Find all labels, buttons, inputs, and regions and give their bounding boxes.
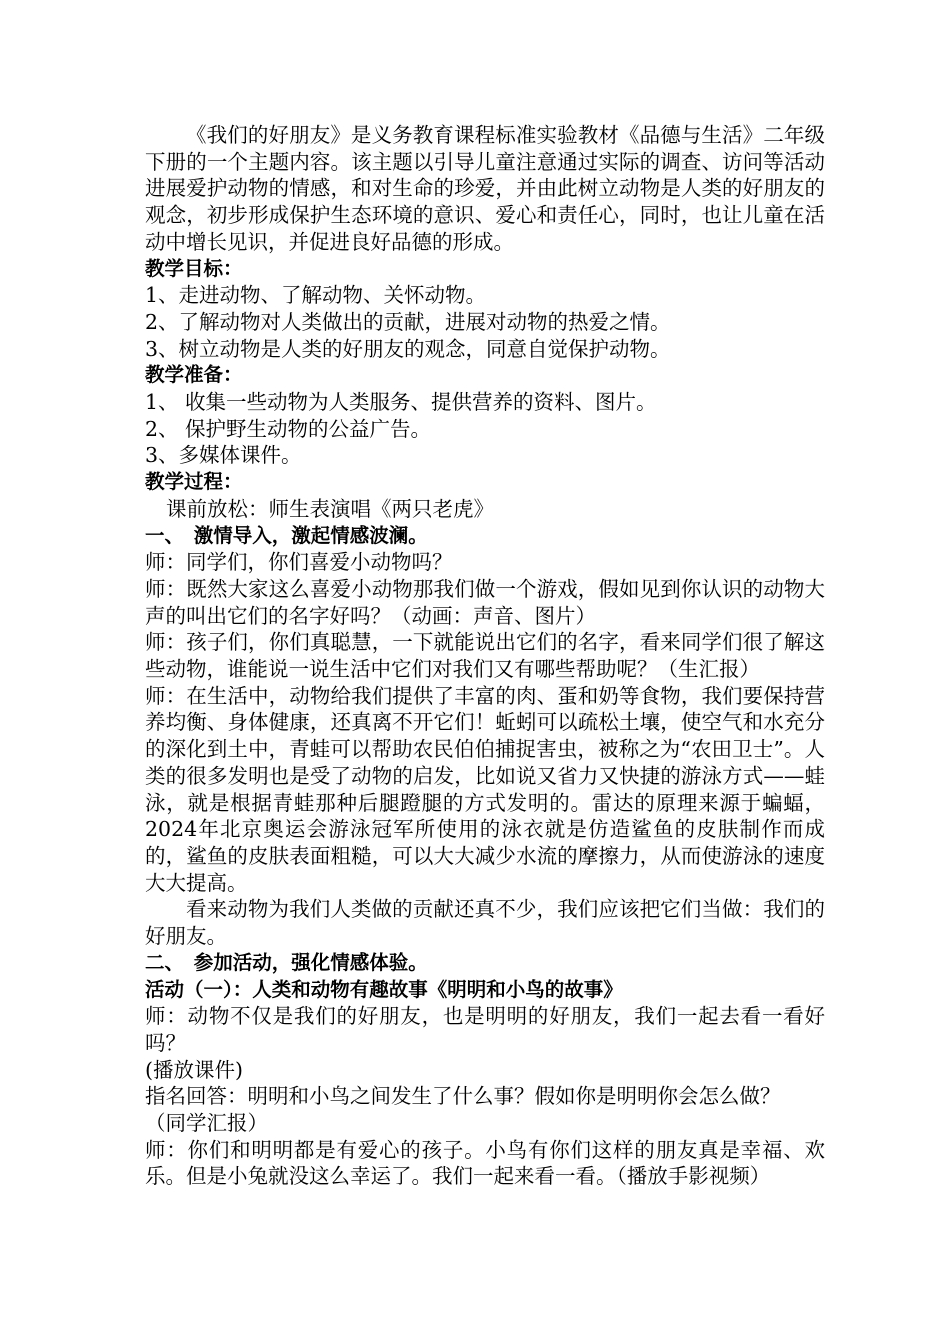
preparation-item-1: 1、 收集一些动物为人类服务、提供营养的资料、图片。 — [145, 390, 657, 415]
section2-heading: 二、 参加活动，强化情感体验。 — [145, 950, 428, 974]
section1-line-1: 师：同学们，你们喜爱小动物吗？ — [145, 550, 453, 575]
preparation-item-3: 3、多媒体课件。 — [145, 443, 302, 468]
closing-paragraph: 师：你们和明明都是有爱心的孩子。小鸟有你们这样的朋友真是幸福、欢乐。但是小兔就没这么幸运了。我们一起来看一看。（播放手影视频） — [145, 1137, 825, 1189]
process-heading: 教学过程： — [145, 470, 243, 494]
goal-item-1: 1、走进动物、了解动物、关怀动物。 — [145, 283, 487, 308]
section1-heading: 一、 激情导入，激起情感波澜。 — [145, 523, 428, 547]
student-report-line: （同学汇报） — [145, 1111, 268, 1136]
intro-paragraph: 《我们的好朋友》是义务教育课程标准实验教材《品德与生活》二年级下册的一个主题内容。该主题以引导儿童注意通过实际的调查、访问等活动进展爱护动物的情感，和对生命的珍爱，并由此树立动物是人类的好朋友的观念，初步形成保护生态环境的意识、爱心和责任心，同时，也让儿童在活动中增长见识，并促进良好品德的形成。 — [145, 123, 825, 254]
document-page — [145, 122, 825, 1190]
activity1-line-2: (播放课件) — [145, 1057, 243, 1082]
activity1-heading: 活动（一）：人类和动物有趣故事《明明和小鸟的故事》 — [145, 977, 623, 1001]
preparation-heading: 教学准备： — [145, 363, 243, 387]
goals-heading: 教学目标： — [145, 256, 243, 280]
section1-line-3: 师：孩子们，你们真聪慧，一下就能说出它们的名字，看来同学们很了解这些动物，谁能说一说生活中它们对我们又有哪些帮助呢？（生汇报） — [145, 630, 825, 682]
section1-summary: 看来动物为我们人类做的贡献还真不少，我们应该把它们当做：我们的好朋友。 — [145, 897, 825, 949]
activity1-line-3: 指名回答：明明和小鸟之间发生了什么事？假如你是明明你会怎么做？ — [145, 1084, 781, 1109]
preparation-item-2: 2、 保护野生动物的公益广告。 — [145, 416, 432, 441]
section1-line-2: 师：既然大家这么喜爱小动物那我们做一个游戏，假如见到你认识的动物大声的叫出它们的名字好吗？（动画：声音、图片） — [145, 576, 825, 628]
warmup-line: 课前放松：师生表演唱《两只老虎》 — [166, 496, 494, 521]
section1-line-4: 师：在生活中，动物给我们提供了丰富的肉、蛋和奶等食物，我们要保持营养均衡、身体健康，还真离不开它们！蚯蚓可以疏松土壤，使空气和水充分的深化到土中，青蛙可以帮助农民伯伯捕捉害虫，被称之为“农田卫士”。人类的很多发明也是受了动物的启发，比如说又省力又快捷的游泳方式——蛙泳，就是根据青蛙那种后腿蹬腿的方式发明的。雷达的原理来源于蝙蝠，2024年北京奥运会游泳冠军所使用的泳衣就是仿造鲨鱼的皮肤制作而成的，鲨鱼的皮肤表面粗糙，可以大大减少水流的摩擦力，从而使游泳的速度大大提高。 — [145, 683, 825, 895]
goal-item-2: 2、了解动物对人类做出的贡献，进展对动物的热爱之情。 — [145, 309, 671, 334]
goal-item-3: 3、树立动物是人类的好朋友的观念，同意自觉保护动物。 — [145, 336, 671, 361]
activity1-line-1: 师：动物不仅是我们的好朋友，也是明明的好朋友，我们一起去看一看好吗？ — [145, 1004, 825, 1055]
